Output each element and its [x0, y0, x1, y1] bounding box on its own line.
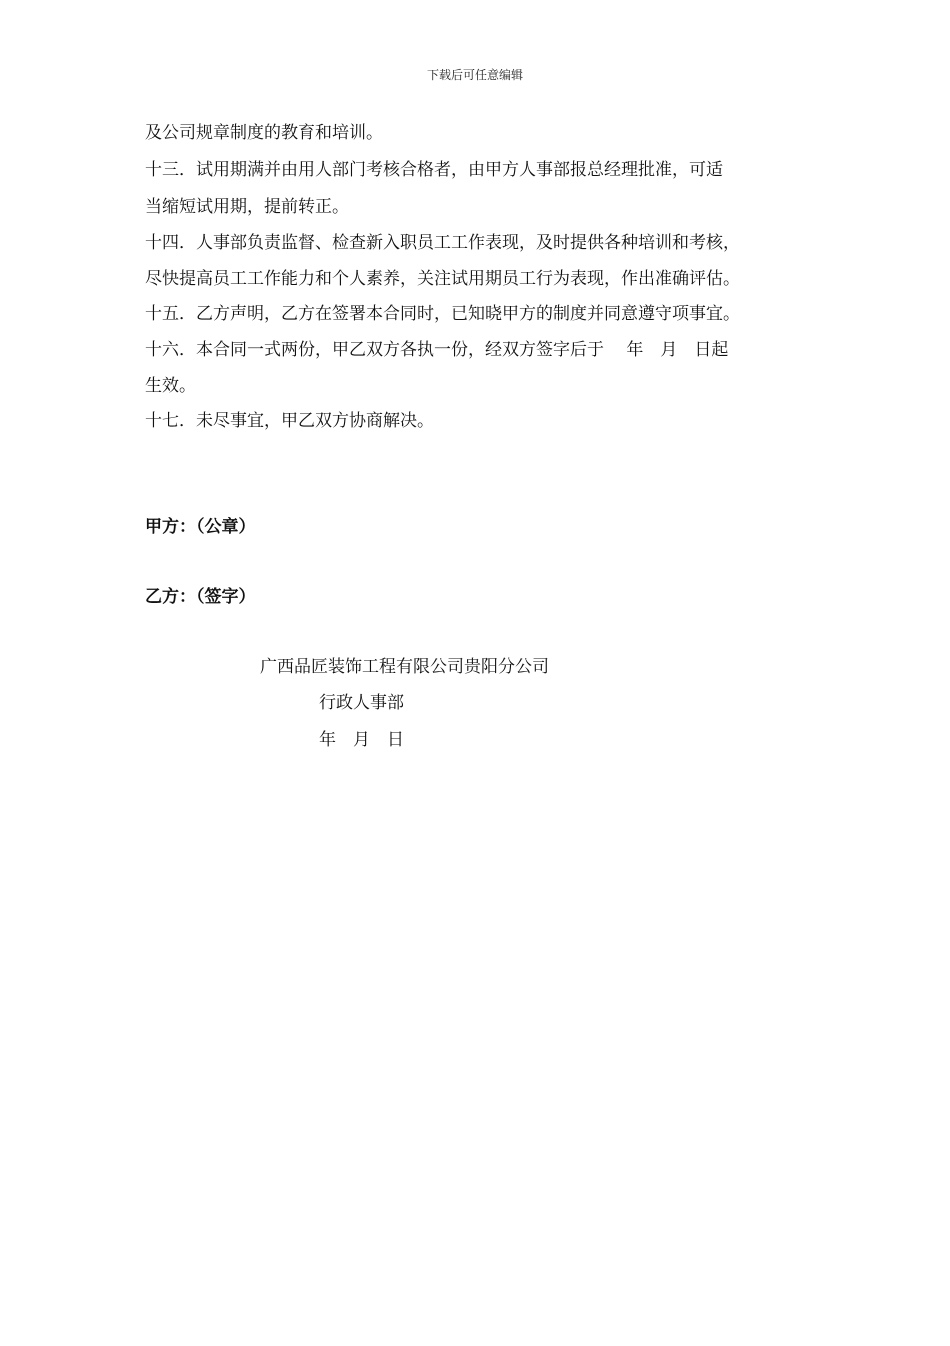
clause-16-line: 十六．本合同一式两份，甲乙双方各执一份，经双方签字后于 年 月 日起	[145, 340, 729, 360]
page-header: 下载后可任意编辑	[426, 68, 523, 82]
clause-line: 及公司规章制度的教育和培训。	[145, 123, 383, 143]
clause-17-line: 十七．未尽事宜，甲乙双方协商解决。	[145, 411, 434, 431]
signature-date: 年 月 日	[319, 730, 404, 750]
clause-13-line: 十三．试用期满并由用人部门考核合格者，由甲方人事部报总经理批准，可适	[145, 160, 723, 180]
company-name: 广西品匠装饰工程有限公司贵阳分公司	[260, 657, 549, 677]
clause-14-line: 十四．人事部负责监督、检查新入职员工工作表现，及时提供各种培训和考核，	[145, 233, 740, 253]
clause-line: 尽快提高员工工作能力和个人素养，关注试用期员工行为表现，作出准确评估。	[145, 269, 740, 289]
party-a-seal-label: 甲方：（公章）	[145, 517, 256, 537]
party-b-signature-label: 乙方：（签字）	[145, 587, 256, 607]
department-name: 行政人事部	[319, 693, 404, 713]
clause-15-line: 十五．乙方声明，乙方在签署本合同时，已知晓甲方的制度并同意遵守项事宜。	[145, 304, 740, 324]
clause-line: 当缩短试用期，提前转正。	[145, 197, 349, 217]
clause-line: 生效。	[145, 376, 196, 396]
